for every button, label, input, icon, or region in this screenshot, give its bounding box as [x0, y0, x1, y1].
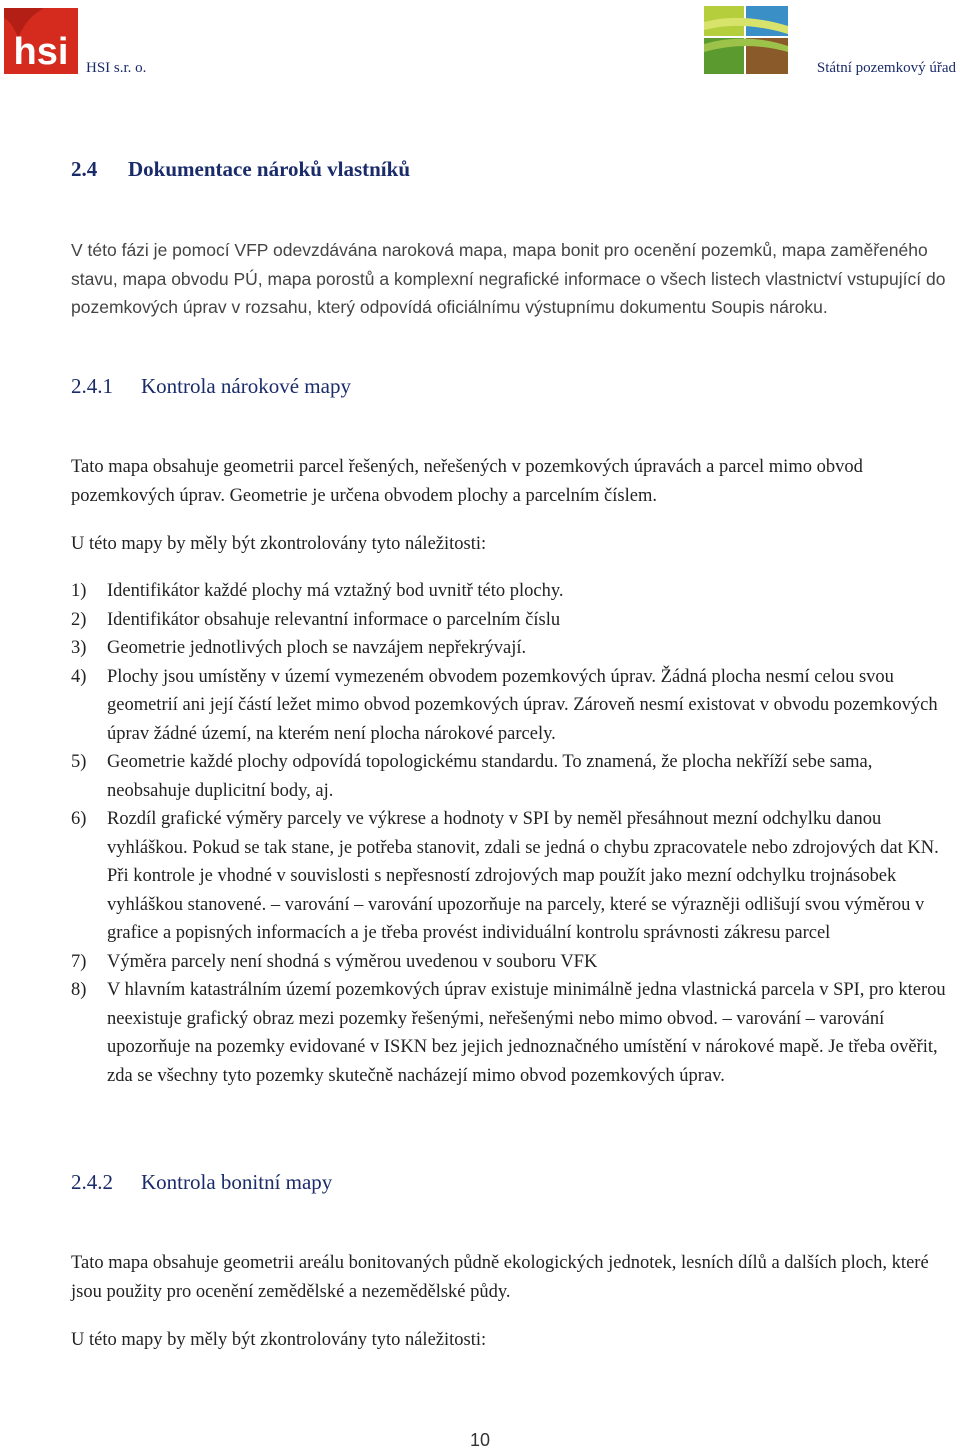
- list-item-text: Geometrie každé plochy odpovídá topologickému standardu. To znamená, že plocha nekříží sebe sama, neobsahuje duplicitní body, aj.: [107, 752, 873, 801]
- list-item: [71, 577, 956, 606]
- header-office: Státní pozemkový úřad: [816, 60, 956, 76]
- section-intro: V této fázi je pomocí VFP odevzdávána naroková mapa, mapa bonit pro ocenění pozemků, mapa zaměřeného stavu, mapa obvodu PÚ, mapa porostů a komplexní negrafické informace o všech listech vlastnictví vstupující do pozemkových úprav v rozsahu, který odpovídá oficiálnímu výstupnímu dokumentu Soupis nároku.: [71, 240, 946, 317]
- section-number: 2.4: [71, 157, 98, 181]
- header-company: HSI s.r. o.: [86, 60, 147, 76]
- list-item-text: V hlavním katastrálním území pozemkových úprav existuje minimálně jedna vlastnická parcela v SPI, pro kterou neexistuje grafický obraz mezi pozemky řešenými, neřešenými nebo mimo obvod. – varování – varování upozorňuje na pozemky evidované v ISKN bez jejich jednoznačného umístění v nárokové mapě. Je třeba ověřit, zda se všechny tyto pozemky skutečně nacházejí mimo obvod pozemkových úprav.: [107, 980, 946, 1086]
- list-item: [71, 948, 956, 977]
- subsection-number-1: 2.4.1: [71, 374, 113, 398]
- list-item-text: Rozdíl grafické výměry parcely ve výkrese a hodnoty v SPI by neměl přesáhnout mezní odchylku danou vyhláškou. Pokud se tak stane, je potřeba stanovit, zdali se jedná o chybu zpracovatele nebo zdrojových dat KN. Při kontrole je vhodné v souvislosti s nepřesností zdrojových map použít jako mezní odchylku trojnásobek vyhláškou stanovené. – varování – varování upozorňuje na parcely, které se výrazněji odlišují svou výměrou v grafice a popisných informacích a je třeba provést individuální kontrolu správnosti zákresu parcel: [107, 809, 939, 943]
- sub2-paragraph-2: U této mapy by měly být zkontrolovány tyto náležitosti:: [71, 1330, 487, 1350]
- list-item-number: 8): [71, 980, 87, 1000]
- spu-logo-icon: [702, 4, 790, 81]
- section-title: Dokumentace nároků vlastníků: [128, 157, 411, 181]
- hsi-logo-text: hsi: [13, 31, 69, 73]
- sub1-paragraph-1: Tato mapa obsahuje geometrii parcel řešených, neřešených v pozemkových úpravách a parcel mimo obvod pozemkových úprav. Geometrie je určena obvodem plochy a parcelním číslem.: [71, 457, 863, 506]
- page-number: 10: [469, 1430, 491, 1450]
- subsection-heading-1: [71, 374, 351, 399]
- list-item: [71, 606, 956, 635]
- list-item-text: Geometrie jednotlivých ploch se navzájem nepřekrývají.: [107, 638, 527, 658]
- list-item-text: Identifikátor obsahuje relevantní informace o parcelním číslu: [107, 609, 561, 630]
- list-item-number: 2): [71, 609, 87, 630]
- list-item: [71, 663, 956, 749]
- list-item-number: 6): [71, 809, 87, 829]
- list-item: [71, 805, 956, 948]
- section-heading: [71, 157, 410, 182]
- sub2-paragraph-1: Tato mapa obsahuje geometrii areálu bonitovaných půdně ekologických jednotek, lesních dílů a dalších ploch, které jsou použity pro ocenění zemědělské a nezemědělské půdy.: [71, 1253, 929, 1302]
- subsection-title-1: Kontrola nárokové mapy: [141, 374, 351, 398]
- list-item: [71, 748, 956, 805]
- list-item-number: 7): [71, 951, 87, 972]
- list-item-number: 5): [71, 752, 87, 772]
- check-list: [71, 577, 956, 1090]
- list-item-text: Plochy jsou umístěny v území vymezeném obvodem pozemkových úprav. Žádná plocha nesmí celou svou geometrií ani její částí ležet mimo obvod pozemkových úprav. Zároveň nesmí existovat v obvodu pozemkových úprav žádné území, na kterém není plocha nárokové parcely.: [107, 666, 938, 744]
- subsection-heading-2: [71, 1170, 332, 1195]
- sub1-paragraph-2: U této mapy by měly být zkontrolovány tyto náležitosti:: [71, 534, 487, 554]
- hsi-logo-icon: [4, 8, 78, 79]
- subsection-number-2: 2.4.2: [71, 1170, 113, 1194]
- list-item: [71, 976, 956, 1090]
- list-item: [71, 634, 956, 663]
- subsection-title-2: Kontrola bonitní mapy: [141, 1170, 333, 1194]
- list-item-text: Výměra parcely není shodná s výměrou uvedenou v souboru VFK: [107, 951, 598, 972]
- list-item-number: 3): [71, 638, 87, 658]
- list-item-text: Identifikátor každé plochy má vztažný bod uvnitř této plochy.: [107, 581, 564, 601]
- list-item-number: 4): [71, 666, 87, 687]
- list-item-number: 1): [71, 581, 87, 601]
